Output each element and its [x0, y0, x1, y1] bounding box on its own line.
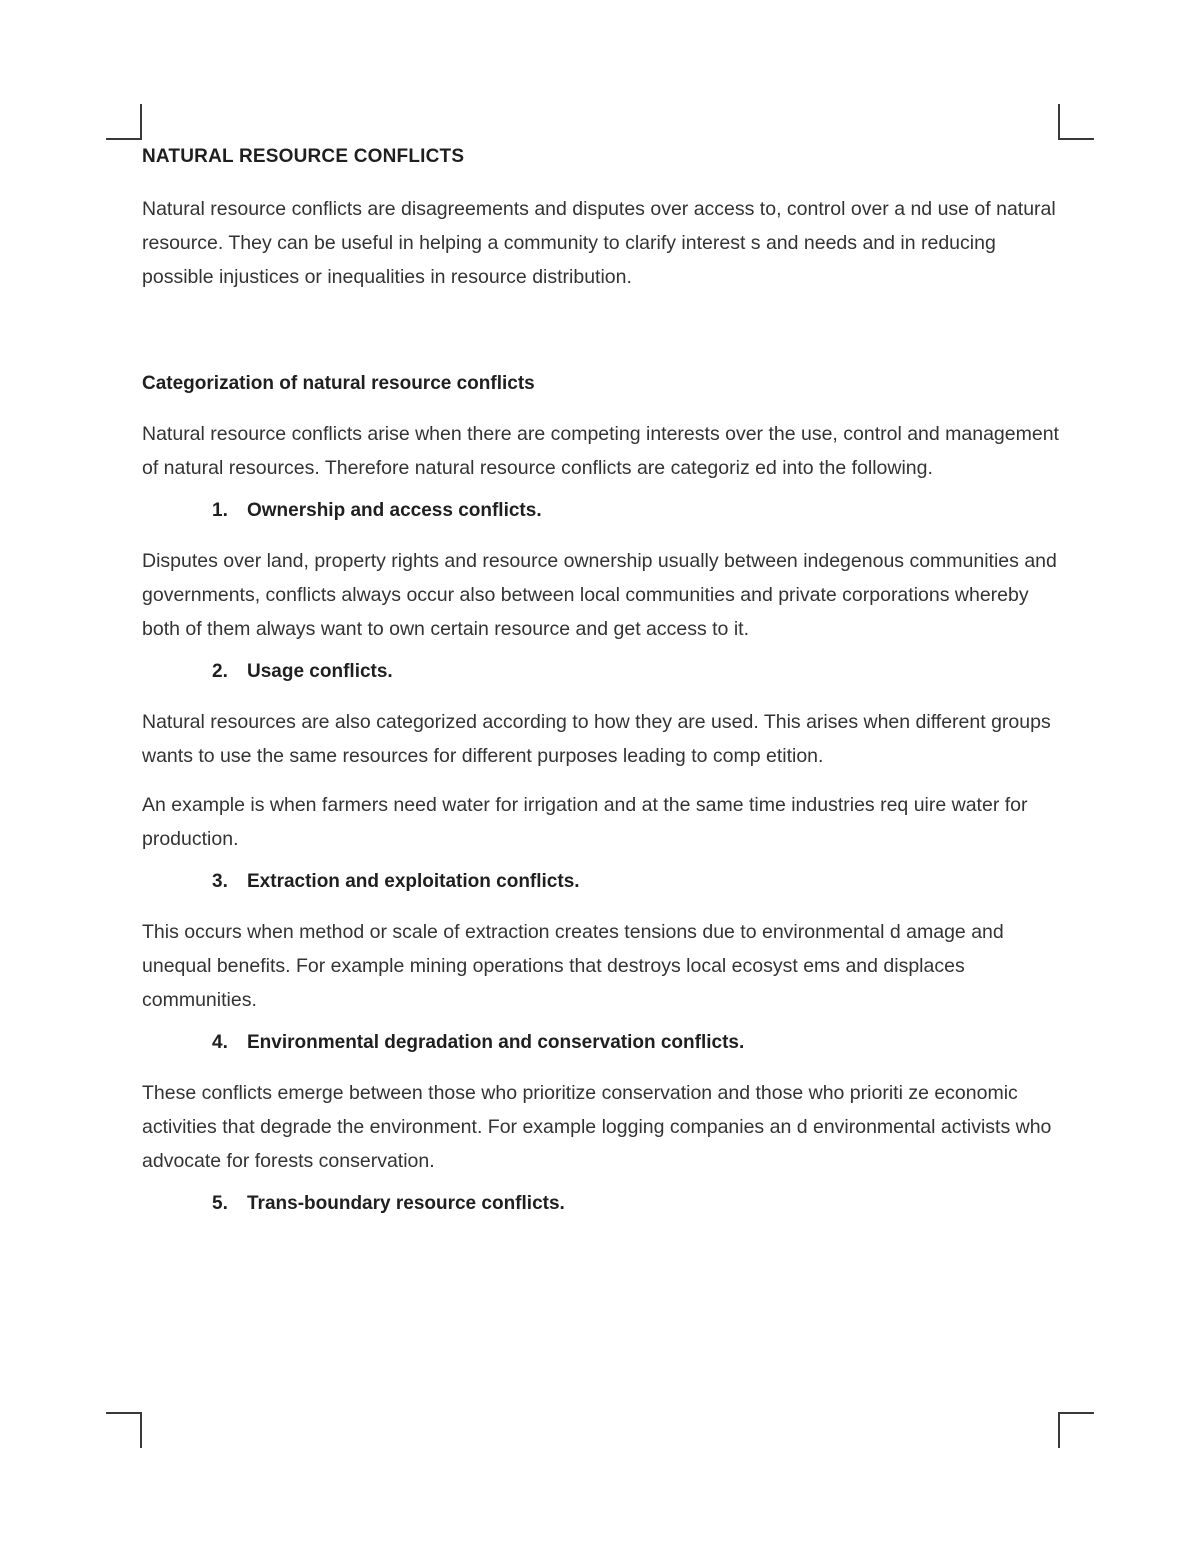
item-paragraph: An example is when farmers need water for irrigation and at the same time industries req uire water for production.: [142, 794, 1028, 850]
item-heading: [212, 500, 1062, 522]
crop-mark-top-left: [106, 104, 142, 140]
item-heading: [212, 871, 1062, 893]
item-number: 4.: [212, 1032, 228, 1053]
crop-mark-bottom-right: [1058, 1412, 1094, 1448]
item-heading: [212, 1193, 1062, 1215]
item-heading-text: Usage conflicts.: [247, 661, 393, 682]
item-2: [142, 661, 1062, 856]
item-3: [142, 871, 1062, 1017]
document-title: NATURAL RESOURCE CONFLICTS: [142, 146, 465, 167]
item-4: [142, 1032, 1062, 1178]
document-body: [142, 146, 1062, 1237]
crop-mark-top-right: [1058, 104, 1094, 140]
item-heading: [212, 1032, 1062, 1054]
spacer: [142, 309, 1062, 373]
item-number: 3.: [212, 871, 228, 892]
item-paragraph: This occurs when method or scale of extraction creates tensions due to environmental d amage and unequal benefits. For example mining operations that destroys local ecosyst ems and displaces communities.: [142, 921, 1004, 1011]
item-paragraph: Disputes over land, property rights and resource ownership usually between indegenous communities and governments, conflicts always occur also between local communities and private corporations whereby both of them always want to own certain resource and get access to it.: [142, 550, 1057, 640]
item-number: 5.: [212, 1193, 228, 1214]
section-intro-paragraph: Natural resource conflicts arise when there are competing interests over the use, control and management of natural resources. Therefore natural resource conflicts are categoriz ed into the following.: [142, 423, 1059, 479]
item-heading-text: Extraction and exploitation conflicts.: [247, 871, 580, 892]
item-paragraph: Natural resources are also categorized according to how they are used. This arises when different groups wants to use the same resources for different purposes leading to comp etition.: [142, 711, 1051, 767]
item-heading-text: Trans-boundary resource conflicts.: [247, 1193, 565, 1214]
item-heading: [212, 661, 1062, 683]
item-1: [142, 500, 1062, 646]
section-title: Categorization of natural resource conflicts: [142, 373, 535, 394]
item-number: 2.: [212, 661, 228, 682]
item-heading-text: Environmental degradation and conservation conflicts.: [247, 1032, 745, 1053]
item-number: 1.: [212, 500, 228, 521]
intro-paragraph: Natural resource conflicts are disagreements and disputes over access to, control over a nd use of natural resource. They can be useful in helping a community to clarify interest s and needs and in reducing possible injustices or inequalities in resource distribution.: [142, 198, 1056, 288]
item-5: [142, 1193, 1062, 1215]
item-heading-text: Ownership and access conflicts.: [247, 500, 542, 521]
item-paragraph: These conflicts emerge between those who prioritize conservation and those who prioriti ze economic activities that degrade the environment. For example logging companies an d environmental activists who advocate for forests conservation.: [142, 1082, 1052, 1172]
crop-mark-bottom-left: [106, 1412, 142, 1448]
